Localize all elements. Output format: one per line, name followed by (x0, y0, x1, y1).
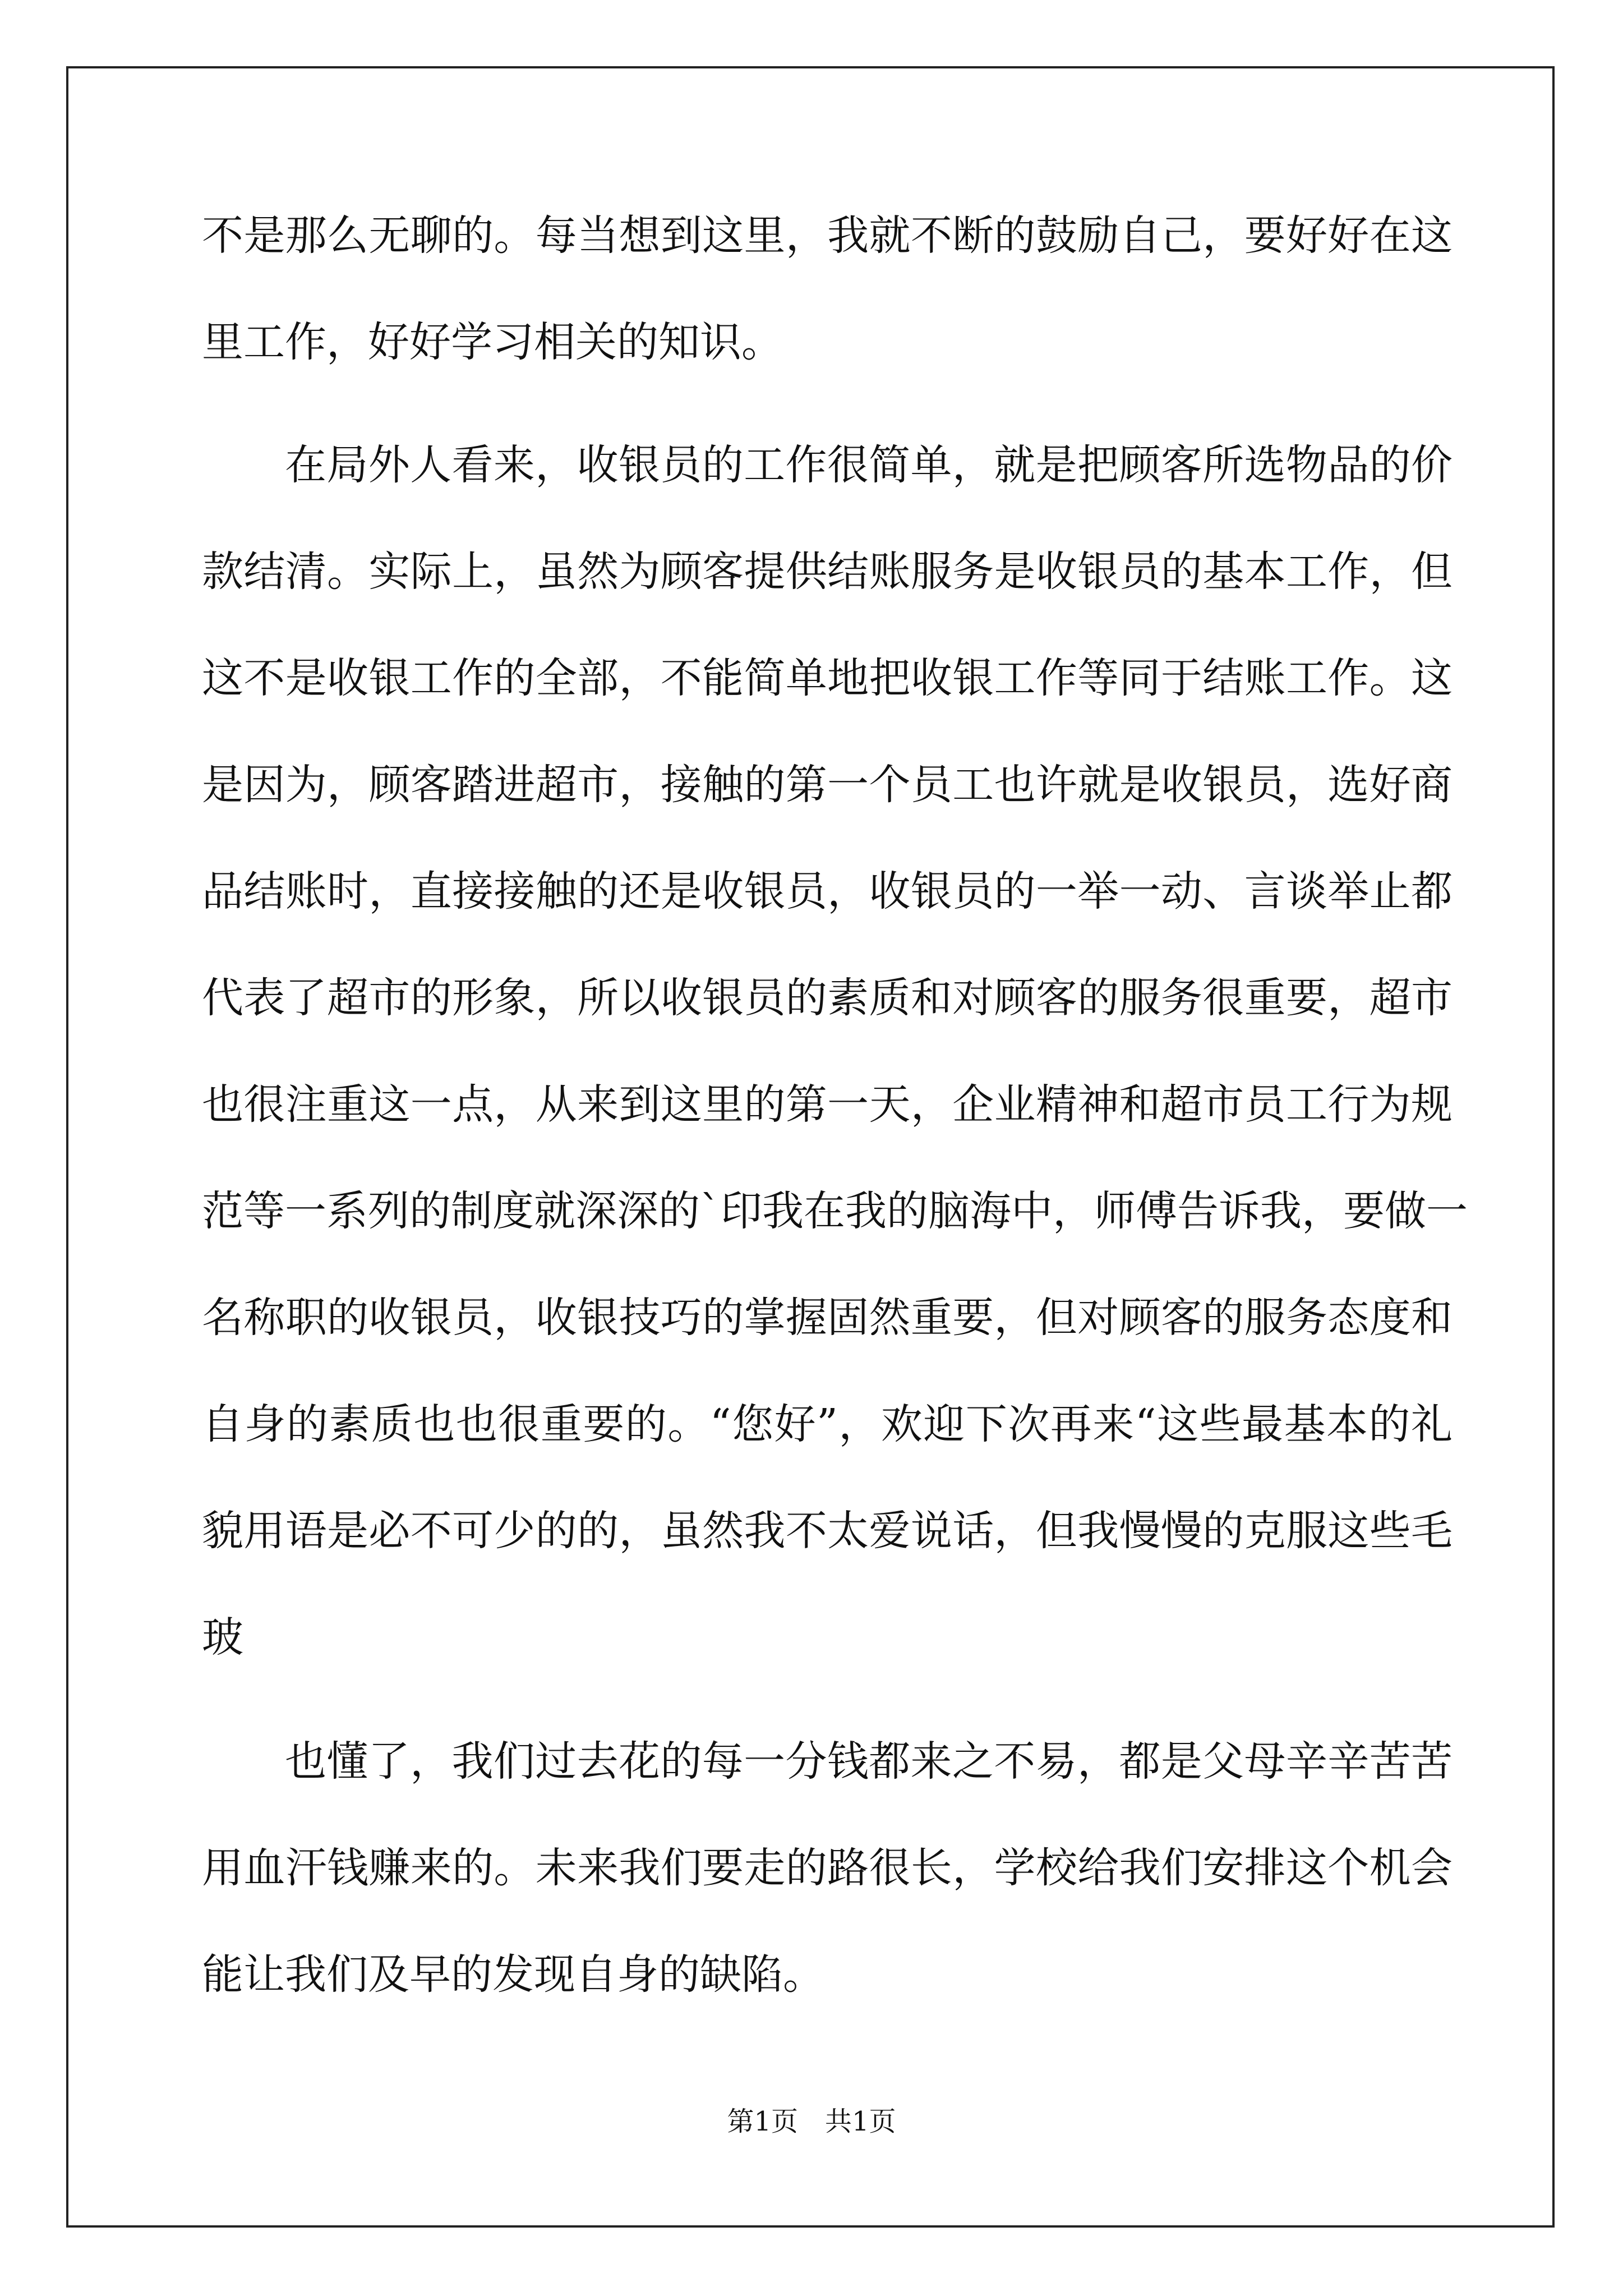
text-line: 不是那么无聊的。每当想到这里，我就不断的鼓励自己，要好好在这 (202, 211, 1453, 260)
paragraph-first-line: 也懂了，我们过去花的每一分钱都来之不易，都是父母辛辛苦苦 (285, 1737, 1453, 1786)
text-line: 这不是收银工作的全部，不能简单地把收银工作等同于结账工作。这 (202, 654, 1453, 702)
text-line: 能让我们及早的发现自身的缺陷。 (202, 1950, 824, 1999)
text-line: 代表了超市的形象，所以收银员的素质和对顾客的服务很重要，超市 (202, 974, 1453, 1022)
text-line: 玻 (202, 1613, 243, 1662)
text-line: 范等一系列的制度就深深的`印我在我的脑海中，师傅告诉我，要做一 (202, 1187, 1468, 1235)
text-line: 里工作，好好学习相关的知识。 (202, 318, 783, 366)
text-line: 貌用语是必不可少的的，虽然我不太爱说话，但我慢慢的克服这些毛 (202, 1507, 1453, 1555)
text-line: 用血汗钱赚来的。未来我们要走的路很长，学校给我们安排这个机会 (202, 1844, 1453, 1892)
text-line: 品结账时，直接接触的还是收银员，收银员的一举一动、言谈举止都 (202, 867, 1453, 915)
text-line: 自身的素质也也很重要的。“您好”，欢迎下次再来“这些最基本的礼 (202, 1400, 1453, 1448)
page-number: 第1页 共1页 (727, 2106, 896, 2137)
paragraph-first-line: 在局外人看来，收银员的工作很简单，就是把顾客所选物品的价 (285, 441, 1453, 489)
text-line: 名称职的收银员，收银技巧的掌握固然重要，但对顾客的服务态度和 (202, 1294, 1453, 1342)
text-line: 款结清。实际上，虽然为顾客提供结账服务是收银员的基本工作，但 (202, 547, 1453, 596)
text-line: 是因为，顾客踏进超市，接触的第一个员工也许就是收银员，选好商 (202, 761, 1453, 809)
text-line: 也很注重这一点，从来到这里的第一天，企业精神和超市员工行为规 (202, 1080, 1453, 1129)
page-border (66, 66, 1555, 2228)
